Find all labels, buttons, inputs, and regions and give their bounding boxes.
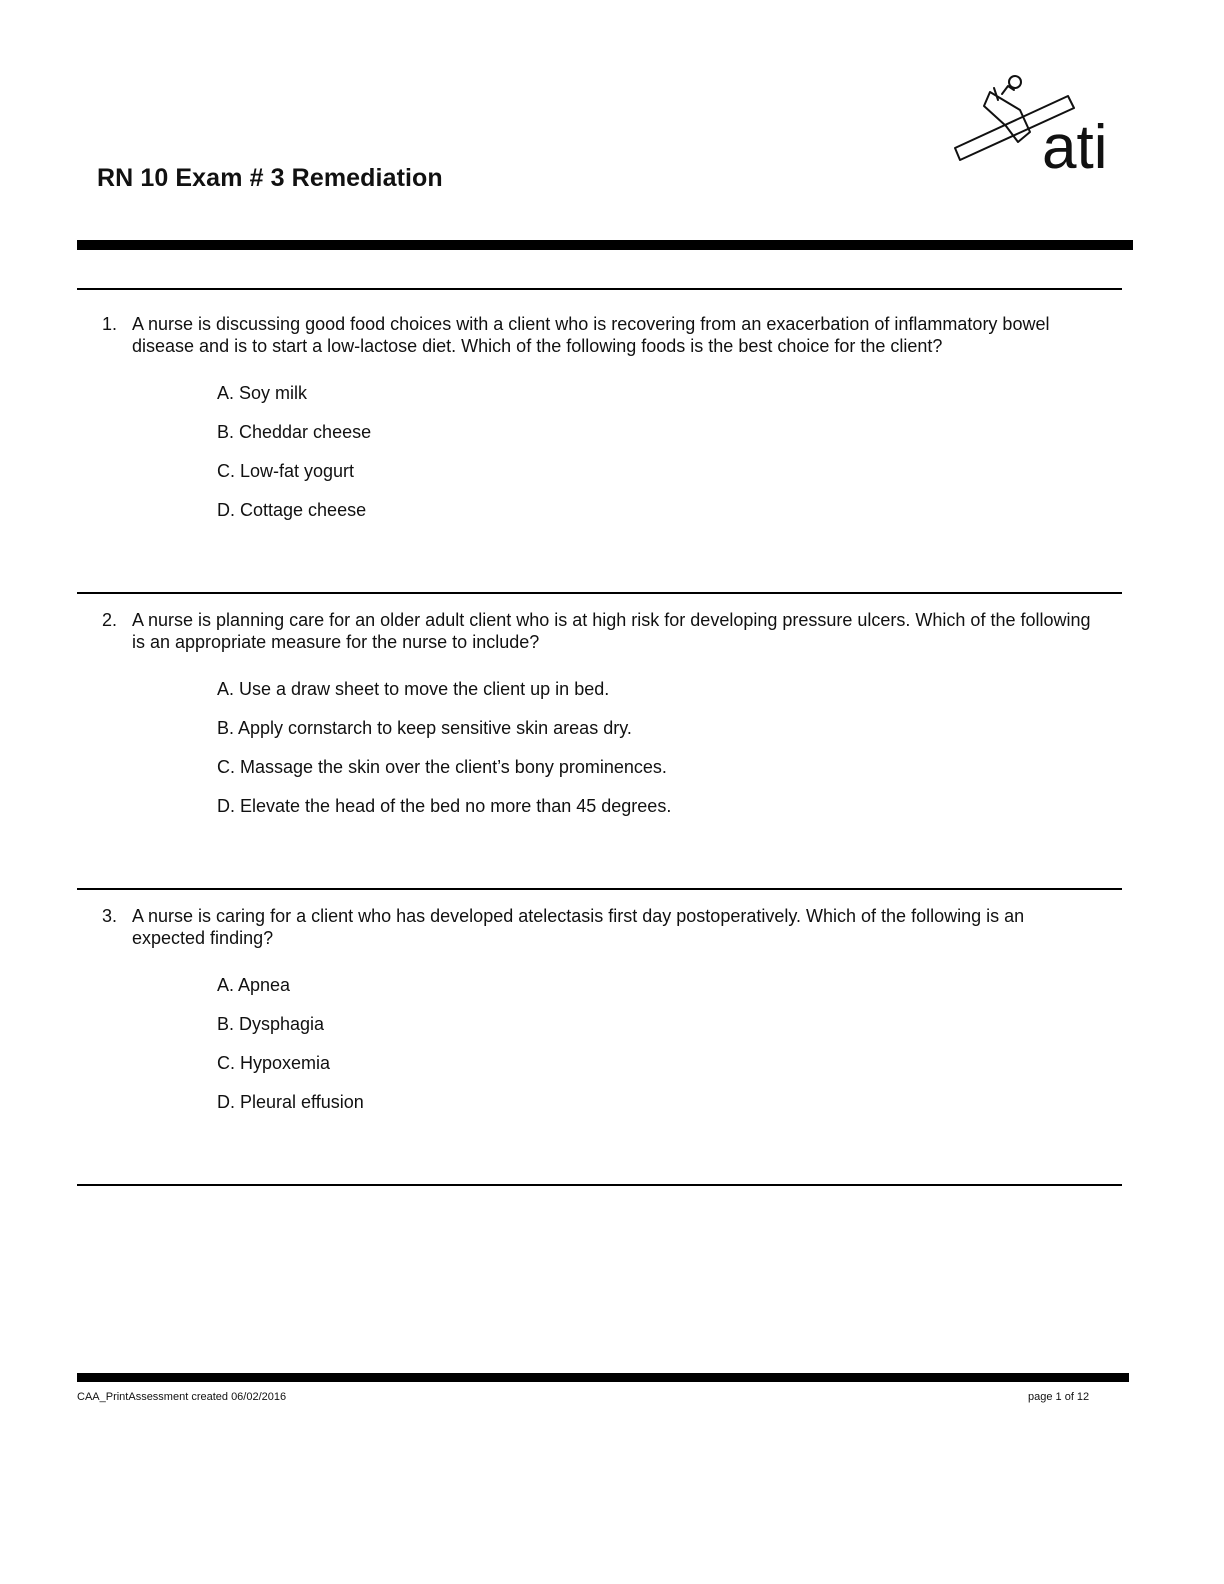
question-number: 2.: [102, 610, 118, 630]
question-stem: [102, 313, 1102, 357]
footer-created-text: CAA_PrintAssessment created 06/02/2016: [77, 1391, 287, 1403]
question-divider: [77, 288, 1122, 290]
logo-text: ati: [1042, 113, 1108, 180]
answer-option-d: D. Pleural effusion: [217, 1092, 364, 1112]
answer-option-b: B. Apply cornstarch to keep sensitive skin areas dry.: [217, 718, 632, 738]
answer-option-b: B. Cheddar cheese: [217, 422, 372, 442]
answer-option-c: C. Hypoxemia: [217, 1053, 331, 1073]
answer-options: [102, 382, 1102, 538]
answer-option-a: A. Apnea: [217, 975, 291, 995]
answer-options: [102, 678, 1102, 834]
question-divider: [77, 888, 1122, 890]
question-text: A nurse is discussing good food choices with a client who is recovering from an exacerbation of inflammatory bowel disease and is to start a low-lactose diet. Which of the following foods is the best choice for the client?: [132, 314, 1050, 356]
footer-divider: [77, 1373, 1129, 1382]
question-text: A nurse is caring for a client who has developed atelectasis first day postoperatively. Which of the following is an expected finding?: [132, 906, 1025, 948]
answer-option-b: B. Dysphagia: [217, 1014, 325, 1034]
answer-option-d: D. Cottage cheese: [217, 500, 367, 520]
question-number: 3.: [102, 906, 118, 926]
ati-logo-icon: [950, 70, 1125, 180]
page-title: RN 10 Exam # 3 Remediation: [97, 164, 443, 192]
question-divider: [77, 592, 1122, 594]
answer-option-c: C. Massage the skin over the client’s bony prominences.: [217, 757, 667, 777]
answer-option-a: A. Use a draw sheet to move the client up in bed.: [217, 679, 610, 699]
page-number: page 1 of 12: [1028, 1391, 1090, 1403]
header-divider: [77, 240, 1133, 250]
answer-options: [102, 974, 1102, 1130]
question-3: [102, 905, 1102, 1130]
question-number: 1.: [102, 314, 118, 334]
answer-option-c: C. Low-fat yogurt: [217, 461, 355, 481]
question-2: [102, 609, 1102, 834]
question-divider: [77, 1184, 1122, 1186]
question-1: [102, 313, 1102, 538]
question-stem: [102, 609, 1102, 653]
question-stem: [102, 905, 1102, 949]
answer-option-a: A. Soy milk: [217, 383, 308, 403]
answer-option-d: D. Elevate the head of the bed no more than 45 degrees.: [217, 796, 672, 816]
question-text: A nurse is planning care for an older adult client who is at high risk for developing pressure ulcers. Which of the following is an appropriate measure for the nurse to include?: [132, 610, 1091, 652]
